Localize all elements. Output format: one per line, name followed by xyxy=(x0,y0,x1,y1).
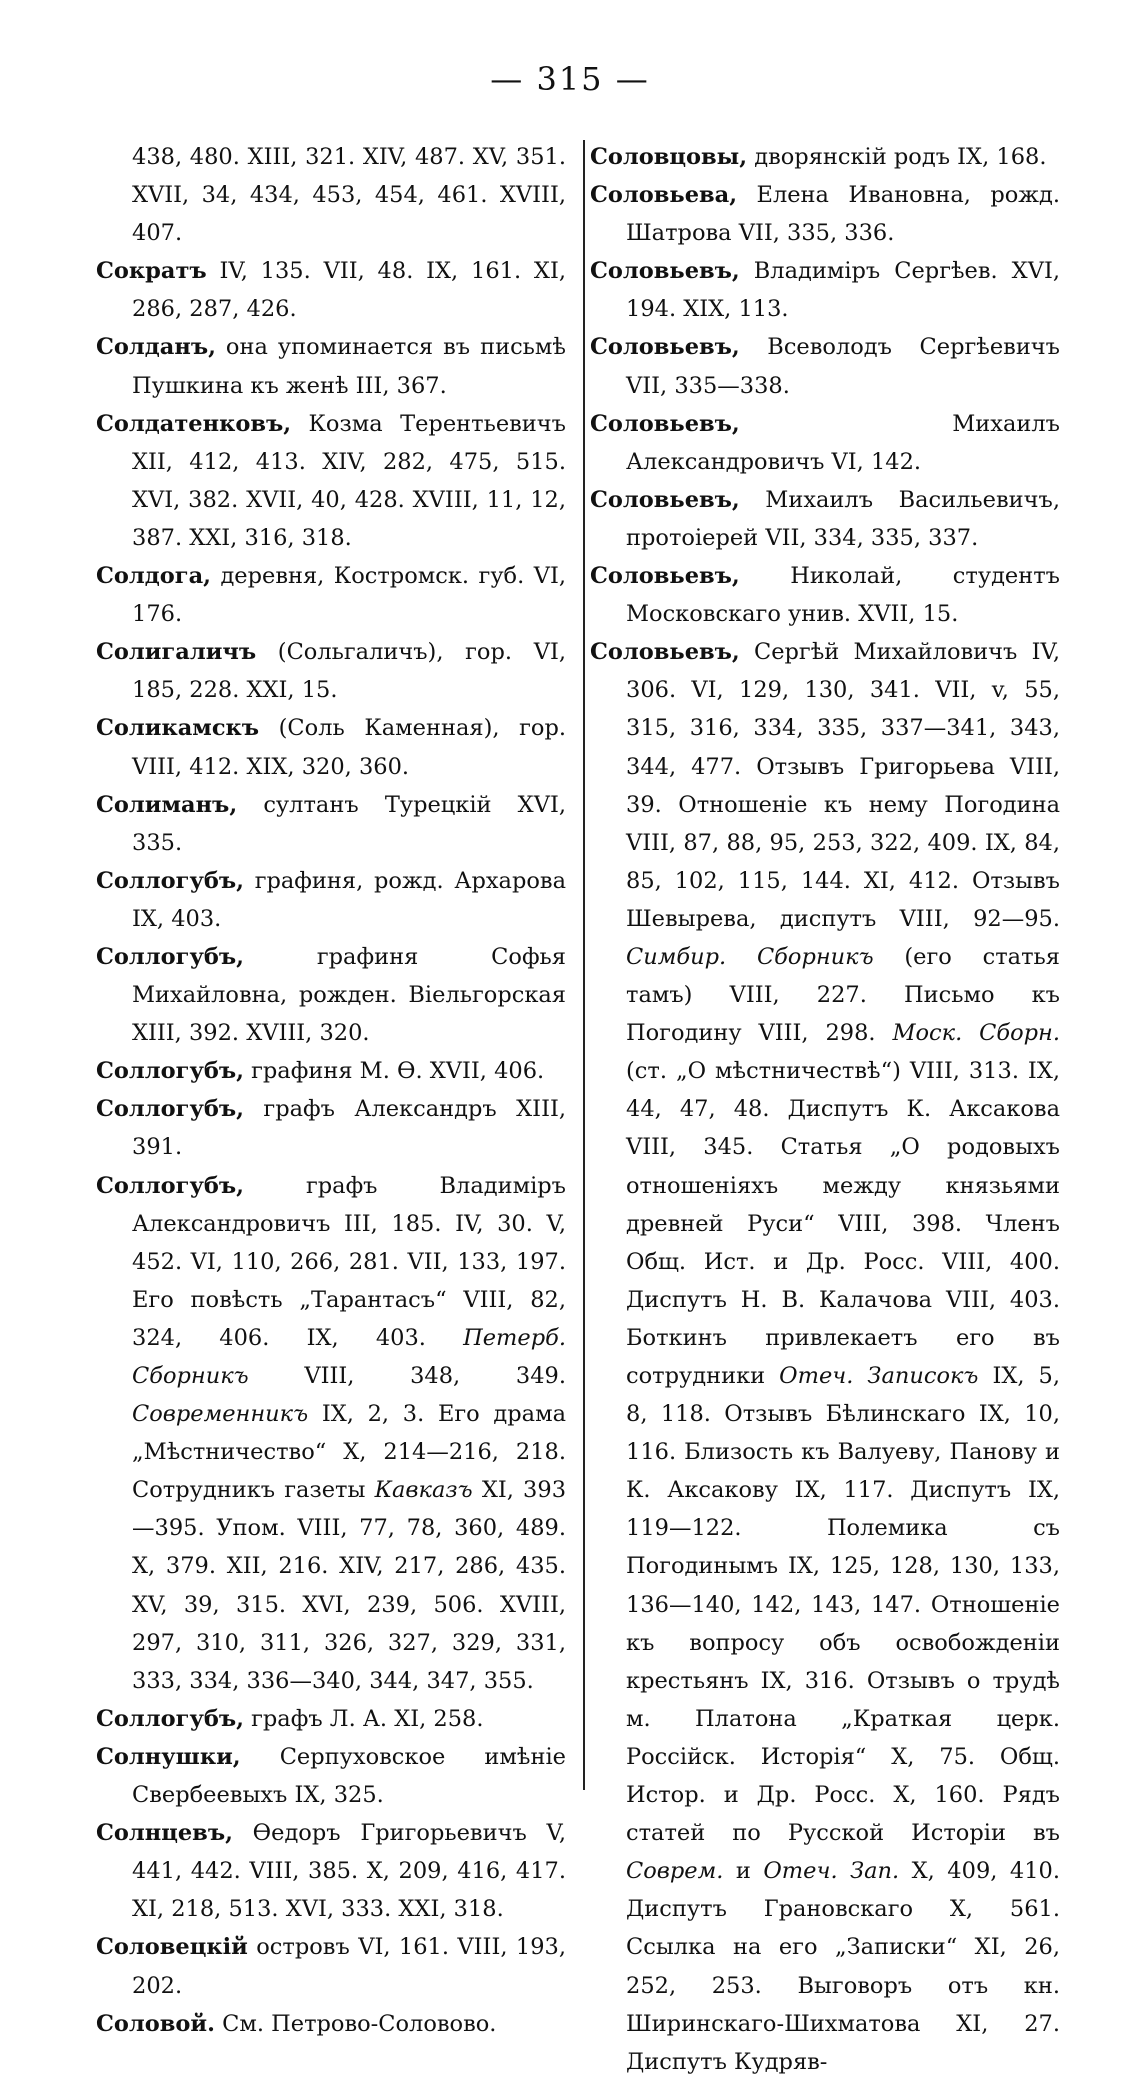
index-entry xyxy=(590,405,1060,481)
entry-heading: Соллогубъ, xyxy=(96,1096,244,1123)
publication-title: Отеч. Записокъ xyxy=(779,1363,979,1389)
entry-heading: Соллогубъ, xyxy=(96,943,244,970)
entry-heading: Солданъ, xyxy=(96,334,216,361)
entry-heading: Солигаличъ xyxy=(96,639,257,666)
entry-heading: Сократъ xyxy=(96,258,207,285)
entry-heading: Соловой. xyxy=(96,2010,215,2037)
entry-text: Всеволодъ Сергѣевичъ VII, 335—338. xyxy=(626,334,1060,399)
right-column xyxy=(590,138,1060,2081)
entry-heading: Соловьевъ, xyxy=(590,410,740,437)
publication-title: Современникъ xyxy=(132,1401,309,1428)
entry-text: (Сольгаличъ), гор. VI, 185, 228. XXI, 15. xyxy=(132,639,566,704)
entry-text: графиня Софья Михайловна, рожден. Віельгорская XIII, 392. XVIII, 320. xyxy=(132,943,566,1047)
entry-text: X, 409, 410. Диспутъ Грановскаго X, 561. Ссылка на его „Записки“ XI, 26, 252, 253. Выговоръ отъ кн. Ширинскаго-Шихматова XI, 27. Диспутъ Кудряв- xyxy=(626,1858,1060,2075)
entry-text: IX, 2, 3. Его драма „Мѣстничество“ X, 214—216, 218. Сотрудникъ газеты xyxy=(132,1401,566,1504)
entry-heading: Соллогубъ, xyxy=(96,867,244,894)
entry-heading: Соллогубъ, xyxy=(96,1058,244,1085)
index-entry xyxy=(590,557,1060,633)
entry-heading: Соликамскъ xyxy=(96,715,260,742)
entry-text: островъ VI, 161. VIII, 193, 202. xyxy=(132,1934,566,1999)
entry-text: дворянскій родъ IX, 168. xyxy=(747,144,1047,170)
index-entry xyxy=(96,2005,566,2043)
entry-text: графиня М. Ѳ. XVII, 406. xyxy=(243,1058,545,1085)
entry-text: См. Петрово-Соловово. xyxy=(214,2010,497,2037)
index-entry xyxy=(96,252,566,328)
index-entry xyxy=(96,1167,566,1700)
publication-title: Моск. Сборн. xyxy=(892,1020,1060,1047)
entry-text: Михаилъ Александровичъ VI, 142. xyxy=(626,410,1060,475)
index-entry xyxy=(590,138,1060,176)
index-entry xyxy=(96,1090,566,1166)
publication-title: Петерб. Сборникъ xyxy=(132,1324,566,1389)
entry-heading: Соловьевъ, xyxy=(590,334,740,361)
entry-text: Серпуховское имѣніе Свербеевыхъ IX, 325. xyxy=(132,1743,566,1809)
entry-heading: Солиманъ, xyxy=(96,791,238,818)
entry-text: Сергѣй Михайловичъ IV, 306. VI, 129, 130, 341. VII, v, 55, 315, 316, 334, 335, 337—341, 343, 344, 477. Отзывъ Григорьева VIII, 39. Отношеніе къ нему Погодина VIII, 87, 88, 95, 253, 322, 409. IX, 84, 85, 102, 115, 144. XI, 412. Отзывъ Шевырева, диспутъ VIII, 92—95. xyxy=(626,639,1060,932)
index-entry-continued xyxy=(96,138,566,252)
entry-text: Ѳедоръ Григорьевичъ V, 441, 442. VIII, 385. X, 209, 416, 417. XI, 218, 513. XVI, 333. XXI, 318. xyxy=(132,1820,566,1923)
publication-title: Отеч. Зап. xyxy=(763,1858,900,1885)
entry-text: VIII, 348, 349. xyxy=(248,1363,566,1389)
entry-heading: Соловьевъ, xyxy=(590,639,740,666)
entry-text: и xyxy=(723,1858,764,1885)
entry-heading: Солнушки, xyxy=(96,1743,241,1770)
index-entry xyxy=(96,633,566,709)
index-entry xyxy=(96,938,566,1052)
index-entry xyxy=(590,176,1060,252)
index-entry xyxy=(96,786,566,862)
index-entry xyxy=(96,405,566,557)
left-column xyxy=(96,138,566,2043)
index-entry xyxy=(96,709,566,785)
index-entry xyxy=(96,557,566,633)
entry-text: IV, 135. VII, 48. IX, 161. XI, 286, 287, 426. xyxy=(132,258,566,323)
index-entry xyxy=(590,328,1060,404)
entry-heading: Соловецкій xyxy=(96,1934,248,1961)
column-divider xyxy=(583,140,585,1790)
entry-heading: Соловьевъ, xyxy=(590,563,740,590)
entry-text: XI, 393—395. Упом. VIII, 77, 78, 360, 489. X, 379. XII, 216. XIV, 217, 286, 435. XV, 39, 315. XVI, 239, 506. XVIII, 297, 310, 311, 326, 327, 329, 331, 333, 334, 336—340, 344, 347, 355. xyxy=(132,1477,567,1694)
entry-heading: Солдога, xyxy=(96,563,211,590)
entry-text: (ст. „О мѣстничествѣ“) VIII, 313. IX, 44, 47, 48. Диспутъ К. Аксакова VIII, 345. Статья „О родовыхъ отношеніяхъ между князьями древней Руси“ VIII, 398. Членъ Общ. Ист. и Др. Росс. VIII, 400. Диспутъ Н. В. Калачова VIII, 403. Боткинъ привлекаетъ его въ сотрудники xyxy=(626,1058,1060,1389)
index-entry xyxy=(590,633,1060,2081)
entry-text: Владиміръ Сергѣев. XVI, 194. XIX, 113. xyxy=(626,258,1060,323)
page-number: — 315 — xyxy=(490,60,650,98)
entry-heading: Соллогубъ, xyxy=(96,1705,244,1732)
entry-heading: Соловьевъ, xyxy=(590,258,740,285)
entry-text: (Соль Каменная), гор. VIII, 412. XIX, 320, 360. xyxy=(132,715,566,780)
entry-text: Козма Терентьевичъ XII, 412, 413. XIV, 282, 475, 515. XVI, 382. XVII, 40, 428. XVIII, 11, 12, 387. XXI, 316, 318. xyxy=(132,410,566,551)
index-entry xyxy=(96,1052,566,1090)
entry-text: Елена Ивановна, рожд. Шатрова VII, 335, 336. xyxy=(626,182,1060,247)
index-entry xyxy=(96,1700,566,1738)
index-entry xyxy=(96,862,566,938)
index-entry xyxy=(96,1738,566,1814)
entry-text: Николай, студентъ Московскаго унив. XVII, 15. xyxy=(626,563,1060,628)
entry-heading: Соловьевъ, xyxy=(590,486,740,513)
entry-heading: Солдатенковъ, xyxy=(96,410,292,437)
entry-heading: Солнцевъ, xyxy=(96,1820,233,1847)
entry-text: (его статья тамъ) VIII, 227. Письмо къ Погодину VIII, 298. xyxy=(626,943,1060,1047)
entry-heading: Соловцовы, xyxy=(590,144,748,170)
index-entry xyxy=(96,328,566,404)
entry-text: деревня, Костромск. губ. VI, 176. xyxy=(132,563,566,628)
entry-text: она упоминается въ письмѣ Пушкина къ женѣ III, 367. xyxy=(132,334,566,399)
entry-text: графъ Владиміръ Александровичъ III, 185. IV, 30. V, 452. VI, 110, 266, 281. VII, 133, 197. Его повѣсть „Тарантасъ“ VIII, 82, 324, 406. IX, 403. xyxy=(132,1172,566,1351)
entry-heading: Соллогубъ, xyxy=(96,1172,244,1199)
entry-text: графиня, рожд. Архарова IX, 403. xyxy=(132,867,566,932)
entry-heading: Соловьева, xyxy=(590,182,738,209)
entry-text: графъ Л. А. XI, 258. xyxy=(243,1705,484,1732)
entry-text: графъ Александръ XIII, 391. xyxy=(132,1096,566,1161)
entry-text: султанъ Турецкій XVI, 335. xyxy=(132,791,566,856)
entry-text: 438, 480. XIII, 321. XIV, 487. XV, 351. XVII, 34, 434, 453, 454, 461. XVIII, 407. xyxy=(132,144,566,247)
index-entry xyxy=(96,1928,566,2004)
entry-text: Михаилъ Васильевичъ, протоіерей VII, 334, 335, 337. xyxy=(626,486,1060,551)
index-entry xyxy=(96,1814,566,1928)
publication-title: Симбир. Сборникъ xyxy=(626,943,874,970)
publication-title: Кавказъ xyxy=(374,1477,473,1504)
index-entry xyxy=(590,481,1060,557)
publication-title: Соврем. xyxy=(626,1858,724,1885)
entry-text: IX, 5, 8, 118. Отзывъ Бѣлинскаго IX, 10, 116. Близость къ Валуеву, Панову и К. Аксакову IX, 117. Диспутъ IX, 119—122. Полемика съ Погодинымъ IX, 125, 128, 130, 133, 136—140, 142, 143, 147. Отношеніе къ вопросу объ освобожденіи крестьянъ IX, 316. Отзывъ о трудѣ м. Платона „Краткая церк. Россійск. Исторія“ X, 75. Общ. Истор. и Др. Росс. X, 160. Рядъ статей по Русской Исторіи въ xyxy=(626,1363,1060,1847)
index-entry xyxy=(590,252,1060,328)
